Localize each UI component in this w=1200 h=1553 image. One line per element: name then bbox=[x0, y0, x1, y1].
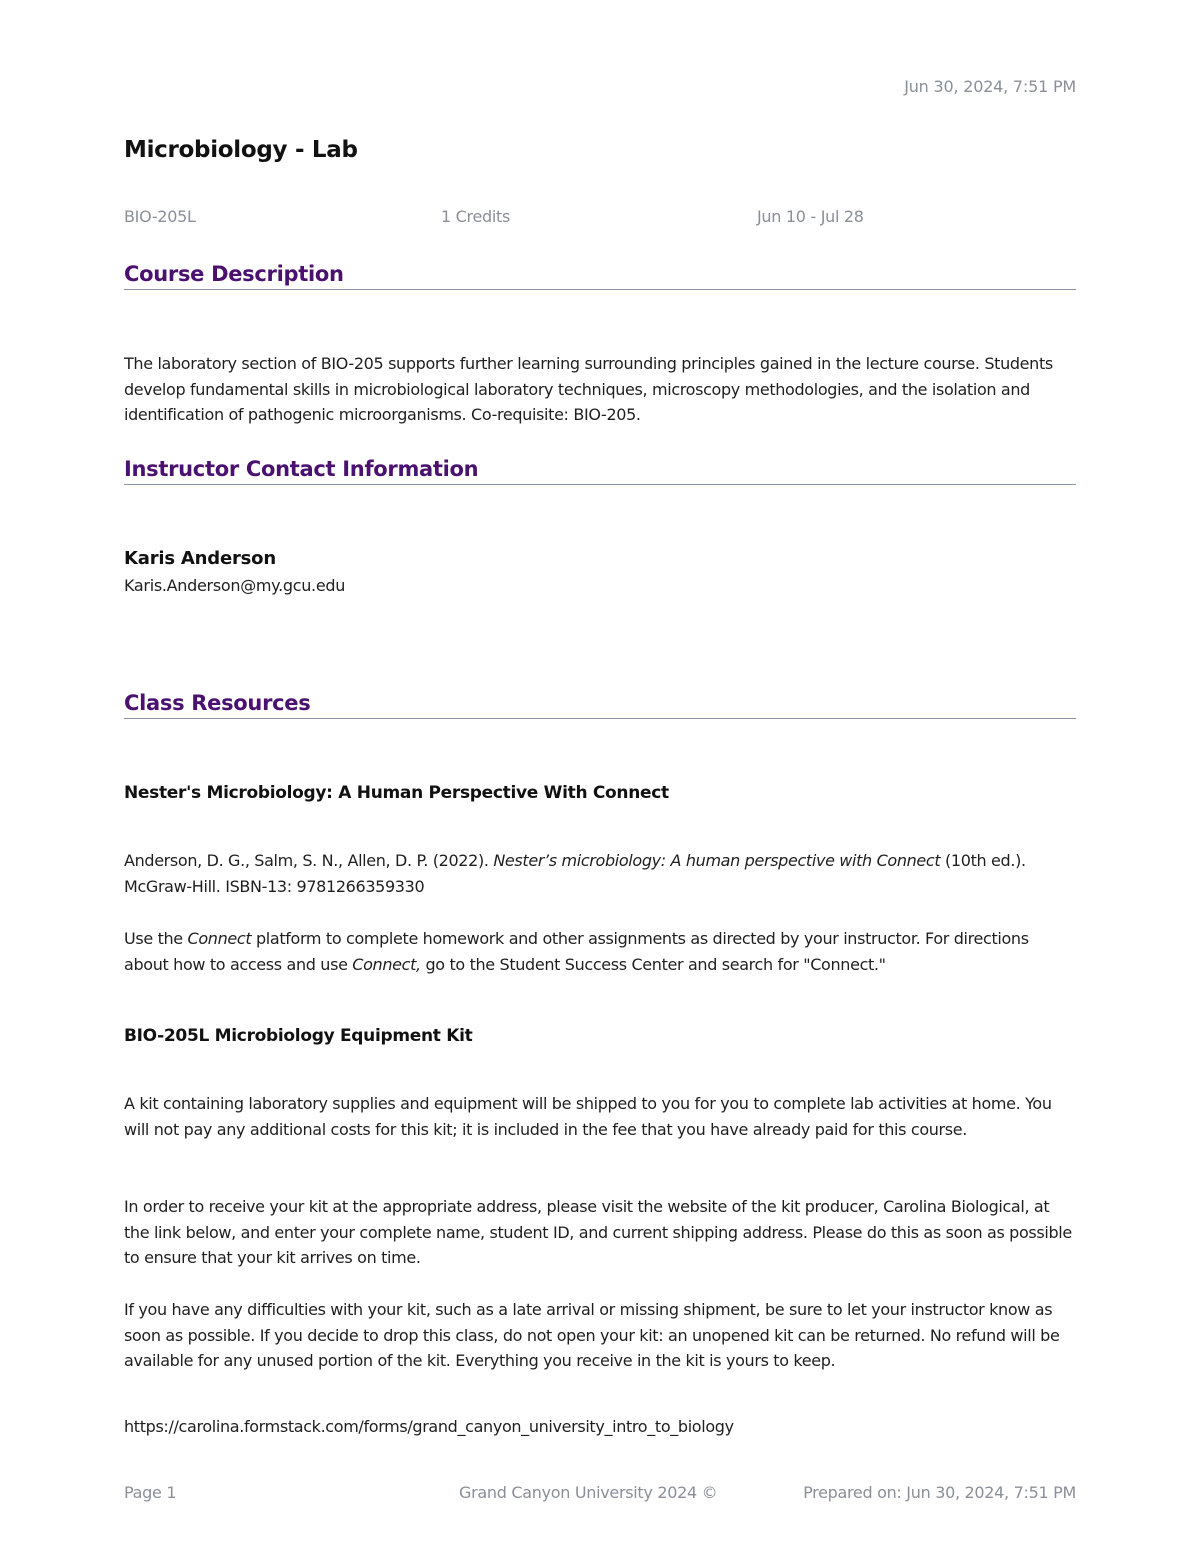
course-title: Microbiology - Lab bbox=[124, 137, 358, 163]
course-dates: Jun 10 - Jul 28 bbox=[757, 207, 864, 226]
connect-text-post: go to the Student Success Center and search for "Connect." bbox=[420, 954, 886, 974]
textbook-citation bbox=[124, 848, 1076, 899]
instructor-heading: Instructor Contact Information bbox=[124, 457, 1076, 485]
print-timestamp: Jun 30, 2024, 7:51 PM bbox=[904, 77, 1076, 96]
connect-text-mid: platform to complete homework and other assignments as directed by your instructor. For directions about how to access and use bbox=[124, 929, 1029, 974]
connect-instructions bbox=[124, 926, 1076, 977]
kit-paragraph-3: If you have any difficulties with your kit, such as a late arrival or missing shipment, be sure to let your instructor know as soon as possible. If you decide to drop this class, do not open your kit: an unopened kit can be returned. No refund will be available for any unused portion of the kit. Everything you receive in the kit is yours to keep. bbox=[124, 1300, 1060, 1370]
citation-authors: Anderson, D. G., Salm, S. N., Allen, D. P. (2022). bbox=[124, 851, 494, 870]
textbook-title: Nester's Microbiology: A Human Perspective With Connect bbox=[124, 783, 669, 803]
instructor-email[interactable]: Karis.Anderson@my.gcu.edu bbox=[124, 576, 346, 595]
course-code: BIO-205L bbox=[124, 207, 196, 226]
citation-details: (10th ed.). McGraw-Hill. ISBN-13: 9781266359330 bbox=[124, 851, 1026, 896]
course-description-text: The laboratory section of BIO-205 supports further learning surrounding principles gained in the lecture course. Students develop fundamental skills in microbiological laboratory techniques, microscopy methodologies, and the isolation and identification of pathogenic microorganisms. Co-requisite: BIO-205. bbox=[124, 354, 1053, 424]
kit-paragraph-2: In order to receive your kit at the appropriate address, please visit the website of the kit producer, Carolina Biological, at the link below, and enter your complete name, student ID, and current shipping address. Please do this as soon as possible to ensure that your kit arrives on time. bbox=[124, 1197, 1072, 1267]
footer-copyright: Grand Canyon University 2024 © bbox=[459, 1483, 718, 1502]
connect-text-pre: Use the bbox=[124, 929, 188, 948]
course-credits: 1 Credits bbox=[441, 207, 511, 226]
connect-term: Connect bbox=[187, 929, 252, 948]
class-resources-heading: Class Resources bbox=[124, 691, 1076, 719]
footer-prepared-on: Prepared on: Jun 30, 2024, 7:51 PM bbox=[803, 1483, 1076, 1502]
kit-order-link[interactable]: https://carolina.formstack.com/forms/grand_canyon_university_intro_to_biology bbox=[124, 1417, 734, 1436]
instructor-name: Karis Anderson bbox=[124, 548, 276, 569]
connect-term-2: Connect, bbox=[352, 954, 421, 974]
course-description-heading: Course Description bbox=[124, 262, 1076, 290]
citation-book-title: Nester’s microbiology: A human perspective with Connect bbox=[493, 851, 941, 870]
footer-page-number: Page 1 bbox=[124, 1483, 177, 1502]
kit-paragraph-1: A kit containing laboratory supplies and equipment will be shipped to you for you to complete lab activities at home. You will not pay any additional costs for this kit; it is included in the fee that you have already paid for this course. bbox=[124, 1094, 1052, 1139]
kit-title: BIO-205L Microbiology Equipment Kit bbox=[124, 1026, 473, 1046]
